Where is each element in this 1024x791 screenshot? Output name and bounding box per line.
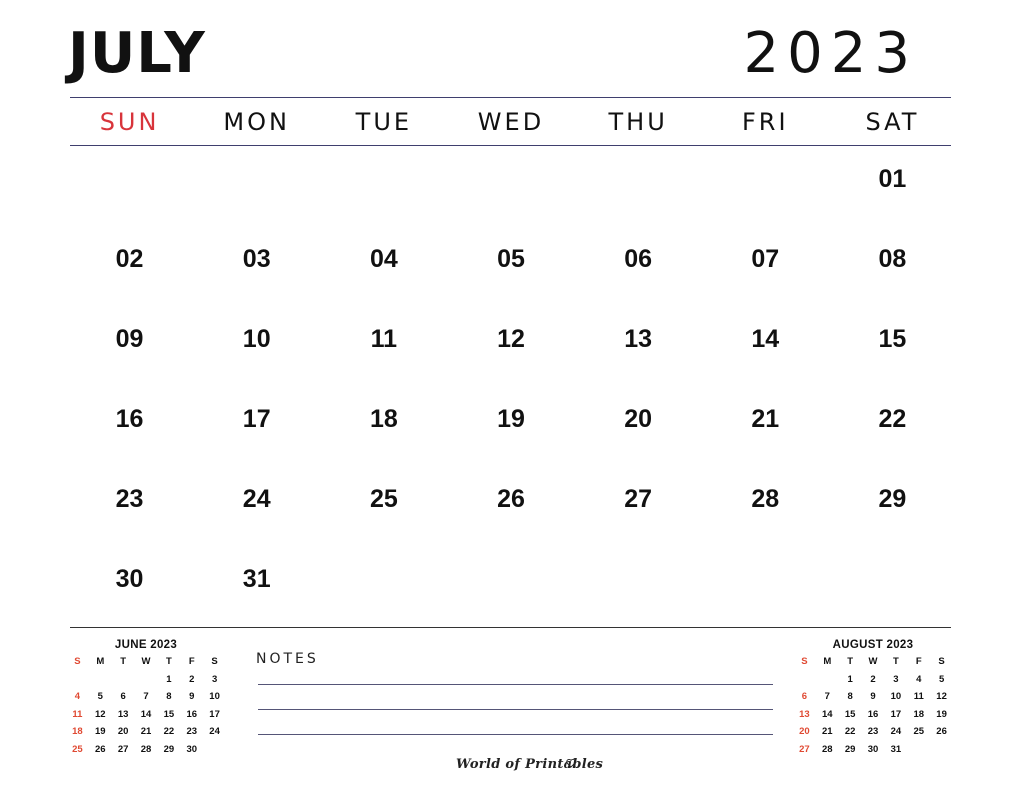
mini-day: 7 [824,691,830,703]
mini-day: 19 [95,726,106,738]
mini-day: 13 [799,708,810,720]
footer-rule [70,627,951,628]
mini-weekday: S [211,656,218,667]
mini-day: 23 [186,726,198,738]
day-cell: 13 [624,325,653,353]
weekday-thu: THU [608,108,668,136]
mini-calendar-august [793,637,953,759]
day-cell: 16 [115,405,144,433]
mini-day: 17 [209,708,220,720]
day-cell: 28 [751,485,780,513]
mini-day: 3 [893,673,899,685]
mini-day: 15 [163,708,175,720]
weekday-wed: WED [477,108,545,136]
day-cell: 06 [624,245,653,273]
day-cell: 20 [624,405,653,433]
mini-day: 14 [140,708,152,720]
mini-day: 11 [72,708,83,720]
mini-day: 22 [844,726,856,738]
mini-week-row [793,741,953,759]
day-cell: 15 [878,325,907,353]
weekday-mon: MON [223,108,290,136]
mini-day: 20 [117,726,129,738]
mini-day: 4 [74,691,81,703]
day-cell: 04 [369,245,398,273]
mini-empty-day [930,741,953,759]
mini-day: 2 [189,673,195,685]
mini-weekday: F [915,656,922,667]
empty-day-cell [575,548,702,628]
mini-day: 1 [166,673,172,685]
week-row [66,548,956,628]
day-cell: 07 [751,245,780,273]
brand-logo-text: World of Printables [456,757,604,772]
mini-day: 18 [913,708,925,720]
week-row [66,228,956,308]
mini-week-row [66,706,226,724]
mini-weekday: T [847,656,854,667]
mini-day: 30 [867,743,879,755]
weekday-fri: FRI [741,108,789,136]
empty-day-cell [447,548,574,628]
mini-day: 8 [166,691,172,703]
mini-day: 24 [209,726,220,738]
mini-day: 29 [163,743,175,755]
mini-day: 6 [120,691,126,703]
day-cell: 01 [878,165,907,193]
mini-day: 27 [799,743,810,755]
mini-day: 10 [209,691,220,703]
day-cell: 14 [751,325,780,353]
mini-week-row [793,671,953,689]
weekday-tue: TUE [355,108,413,136]
mini-day: 31 [890,743,902,755]
heart-icon [566,753,576,763]
mini-weekday: W [868,656,878,667]
mini-weekday: S [74,656,81,667]
mini-weekday: M [96,656,105,667]
month-grid [66,148,956,628]
day-cell: 19 [497,405,525,433]
mini-day: 7 [143,691,149,703]
mini-day: 23 [867,726,879,738]
day-cell: 10 [242,325,271,353]
mini-day: 22 [163,726,175,738]
day-cell: 03 [242,245,271,273]
day-cell: 21 [751,405,780,433]
mini-day: 9 [189,691,195,703]
mini-weekday-row [793,653,953,671]
mini-day: 6 [801,691,808,703]
empty-day-cell [66,148,193,228]
mini-weekday: T [120,656,127,667]
mini-day: 26 [95,743,106,755]
header-top-rule [70,97,951,98]
week-row [66,308,956,388]
mini-weekday: T [892,656,899,667]
mini-empty-day [112,671,135,689]
mini-day: 8 [847,691,853,703]
mini-empty-day [907,741,930,759]
day-cell: 02 [115,245,144,273]
mini-day: 24 [890,726,902,738]
mini-day: 5 [938,673,945,685]
mini-week-row [66,741,226,759]
mini-weekday: F [188,656,195,667]
day-cell: 12 [497,325,525,353]
mini-weekday: S [801,656,808,667]
mini-calendar-title: JUNE 2023 [114,639,178,651]
day-cell: 08 [878,245,907,273]
mini-day: 15 [844,708,856,720]
mini-day: 11 [913,691,924,703]
notes-label: NOTES [256,651,319,667]
empty-day-cell [829,548,956,628]
mini-weekday: T [165,656,172,667]
weekday-sat: SAT [865,108,920,136]
mini-empty-day [66,671,89,689]
day-cell: 09 [115,325,144,353]
day-cell: 11 [370,325,398,353]
mini-week-row [793,706,953,724]
mini-week-row [793,723,953,741]
mini-day: 16 [186,708,198,720]
mini-empty-day [816,671,839,689]
day-cell: 22 [878,405,907,433]
week-row [66,388,956,468]
day-cell: 23 [115,485,144,513]
mini-weekday: M [823,656,832,667]
mini-day: 29 [844,743,856,755]
empty-day-cell [702,548,829,628]
notes-line [258,709,773,710]
week-row [66,148,956,228]
header-bottom-rule [70,145,951,146]
mini-week-row [66,671,226,689]
day-cell: 31 [242,565,271,593]
mini-day: 10 [890,691,902,703]
mini-day: 12 [936,691,947,703]
mini-day: 25 [72,743,83,755]
mini-day: 26 [936,726,947,738]
weekday-sun: SUN [99,108,160,136]
mini-day: 30 [186,743,198,755]
day-cell: 30 [115,565,144,593]
mini-day: 13 [117,708,129,720]
day-cell: 24 [242,485,271,513]
day-cell: 18 [369,405,398,433]
mini-empty-day [135,671,158,689]
mini-day: 12 [95,708,106,720]
mini-day: 19 [936,708,947,720]
mini-day: 28 [140,743,152,755]
day-cell: 27 [624,485,653,513]
week-row [66,468,956,548]
mini-day: 17 [890,708,902,720]
mini-day: 9 [870,691,876,703]
mini-day: 1 [847,673,853,685]
mini-empty-day [203,741,226,759]
weekday-header-row [66,100,956,144]
empty-day-cell [320,548,447,628]
mini-day: 21 [140,726,152,738]
mini-calendar-title: AUGUST 2023 [832,639,914,651]
day-cell: 17 [242,405,271,433]
day-cell: 29 [878,485,907,513]
month-title: JULY [68,21,206,86]
day-cell: 26 [497,485,525,513]
mini-day: 27 [117,743,129,755]
mini-week-row [66,723,226,741]
mini-week-row [66,688,226,706]
empty-day-cell [193,148,320,228]
mini-day: 16 [867,708,879,720]
mini-day: 14 [822,708,833,720]
mini-weekday: S [938,656,945,667]
year-title: 2023 [743,21,918,86]
mini-day: 21 [822,726,833,738]
mini-day: 2 [870,673,876,685]
mini-day: 25 [913,726,925,738]
empty-day-cell [447,148,574,228]
mini-day: 18 [72,726,83,738]
mini-day: 5 [97,691,103,703]
mini-day: 20 [799,726,810,738]
notes-line [258,734,773,735]
mini-weekday: W [141,656,151,667]
day-cell: 25 [369,485,398,513]
mini-day: 4 [916,673,922,685]
mini-week-row [793,688,953,706]
empty-day-cell [320,148,447,228]
mini-empty-day [793,671,816,689]
mini-weekday-row [66,653,226,671]
day-cell: 05 [497,245,525,273]
mini-calendar-june [66,637,226,759]
notes-line [258,684,773,685]
mini-day: 3 [211,673,218,685]
empty-day-cell [575,148,702,228]
mini-day: 28 [822,743,833,755]
empty-day-cell [702,148,829,228]
mini-empty-day [89,671,112,689]
